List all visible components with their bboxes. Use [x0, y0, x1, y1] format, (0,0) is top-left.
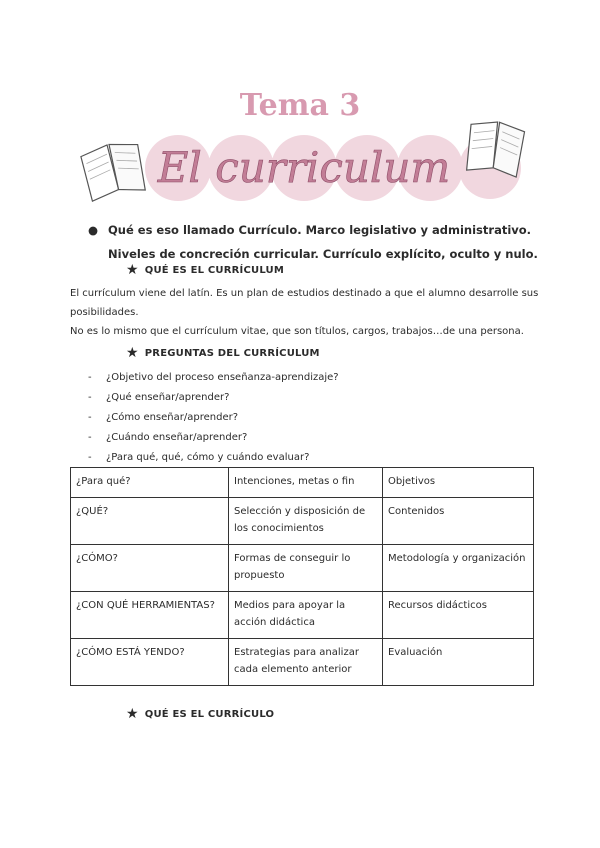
- table-cell: Objetivos: [383, 468, 534, 498]
- table-row: [71, 592, 534, 639]
- topic-bullet-text: Qué es eso llamado Currículo. Marco legislativo y administrativo. Niveles de concreción curricular. Currículo explícito, oculto y nulo.: [108, 223, 538, 261]
- star-icon: ★: [126, 706, 139, 722]
- list-item: - ¿Para qué, qué, cómo y cuándo evaluar?: [88, 448, 339, 468]
- list-item: - ¿Objetivo del proceso enseñanza-aprendizaje?: [88, 368, 339, 388]
- page-title: El curriculum: [157, 143, 451, 192]
- star-icon: ★: [126, 345, 139, 361]
- table-row: [71, 468, 534, 498]
- table-cell: Evaluación: [383, 639, 534, 686]
- table-cell: Selección y disposición de los conocimientos: [229, 498, 383, 545]
- table-cell: Medios para apoyar la acción didáctica: [229, 592, 383, 639]
- topic-number: Tema 3: [239, 88, 361, 123]
- star-icon: ★: [126, 262, 139, 278]
- bullet-dot-icon: ●: [88, 223, 99, 237]
- open-book-icon-right: [465, 120, 526, 177]
- table-cell: Estrategias para analizar cada elemento anterior: [229, 639, 383, 686]
- table-cell: ¿Para qué?: [71, 468, 229, 498]
- curriculum-table: [70, 467, 534, 686]
- table-row: [71, 545, 534, 592]
- table-cell: Metodología y organización: [383, 545, 534, 592]
- paragraph-cv-note: No es lo mismo que el currículum vitae, que son títulos, cargos, trabajos…de una persona.: [70, 326, 524, 337]
- table-cell: ¿CÓMO ESTÁ YENDO?: [71, 639, 229, 686]
- table-cell: Intenciones, metas o fin: [229, 468, 383, 498]
- topic-bullet: [88, 218, 538, 266]
- questions-list: [88, 368, 339, 468]
- table-cell: ¿CON QUÉ HERRAMIENTAS?: [71, 592, 229, 639]
- table-row: [71, 639, 534, 686]
- open-book-icon-left: [80, 139, 148, 202]
- table-cell: Contenidos: [383, 498, 534, 545]
- list-item: - ¿Qué enseñar/aprender?: [88, 388, 339, 408]
- table-cell: Recursos didácticos: [383, 592, 534, 639]
- section-heading-1: ★ QUÉ ES EL CURRÍCULUM: [126, 262, 285, 278]
- table-cell: ¿QUÉ?: [71, 498, 229, 545]
- table-cell: ¿CÓMO?: [71, 545, 229, 592]
- paragraph-definition: El currículum viene del latín. Es un plan de estudios destinado a que el alumno desarrolle sus posibilidades.: [70, 288, 539, 318]
- list-item: - ¿Cuándo enseñar/aprender?: [88, 428, 339, 448]
- section-heading-2: ★ PREGUNTAS DEL CURRÍCULUM: [126, 345, 320, 361]
- section-heading-3: ★ QUÉ ES EL CURRÍCULO: [126, 706, 275, 722]
- table-cell: Formas de conseguir lo propuesto: [229, 545, 383, 592]
- table-row: [71, 498, 534, 545]
- title-banner: [78, 120, 528, 210]
- list-item: - ¿Cómo enseñar/aprender?: [88, 408, 339, 428]
